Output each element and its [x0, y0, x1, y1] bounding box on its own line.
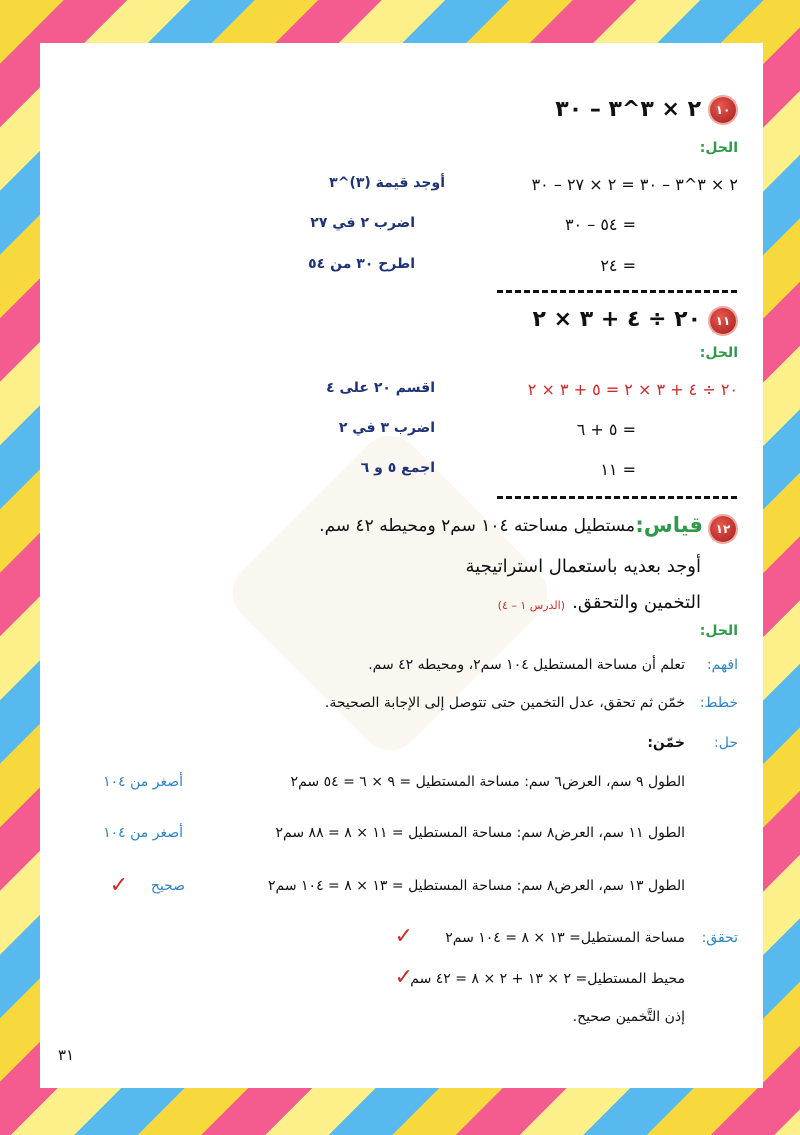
q10-step3-hint: اطرح ٣٠ من ٥٤: [308, 256, 415, 272]
question-10-badge: ١٠: [710, 97, 736, 123]
guess-1: الطول ٩ سم، العرض٦ سم: مساحة المستطيل = ٩ × ٦ = ٥٤ سم٢: [290, 774, 685, 790]
q12-line3: التخمين والتحقق.: [572, 592, 701, 613]
q10-step1: ٢ × ٣^٣ – ٣٠ = ٢ × ٢٧ – ٣٠: [531, 175, 738, 194]
q12-lesson-ref: (الدرس ١ – ٤): [497, 599, 565, 612]
q10-step3: = ٢٤: [600, 256, 636, 275]
q11-step2-hint: اضرب ٣ في ٢: [338, 420, 435, 436]
worksheet-page: [40, 43, 763, 1088]
q11-step1-hint: اقسم ٢٠ على ٤: [326, 380, 435, 396]
understand-label: افهم:: [706, 657, 738, 673]
guess-3-result: صحيح: [150, 878, 185, 894]
plan-label: خطط:: [699, 695, 738, 711]
q12-line1: مستطيل مساحته ١٠٤ سم٢ ومحيطه ٤٢ سم.: [319, 516, 635, 536]
plan-text: خمّن ثم تحقق، عدل التخمين حتى تتوصل إلى الإجابة الصحيحة.: [324, 695, 685, 711]
q12-title: قياس:: [635, 513, 703, 537]
question-11-badge: ١١: [710, 308, 736, 334]
divider-1: [497, 290, 737, 293]
q12-solution-label: الحل:: [699, 623, 738, 639]
guess-2: الطول ١١ سم، العرض٨ سم: مساحة المستطيل = ١١ × ٨ = ٨٨ سم٢: [275, 825, 685, 841]
q10-step2-hint: اضرب ٢ في ٢٧: [310, 215, 415, 231]
solve-label: حل:: [714, 735, 738, 751]
check-mark-icon: ✓: [394, 965, 413, 990]
q11-step3: = ١١: [600, 460, 636, 479]
question-10-expression: ٢ × ٣^٣ – ٣٠: [555, 97, 701, 122]
page-number: ٣١: [58, 1046, 75, 1064]
understand-text: تعلم أن مساحة المستطيل ١٠٤ سم٢، ومحيطه ٤٢ سم.: [368, 657, 685, 673]
q10-step1-hint: أوجد قيمة (٣)^٣: [329, 175, 445, 191]
divider-2: [497, 496, 737, 499]
check-mark-icon: ✓: [394, 924, 413, 949]
guess-label: خمّن:: [647, 735, 685, 751]
conclusion: إذن التَّخمين صحيح.: [572, 1009, 685, 1025]
guess-1-result: أصغر من ١٠٤: [103, 774, 183, 790]
question-11-expression: ٢٠ ÷ ٤ + ٣ × ٢: [532, 307, 701, 332]
question-12-badge: ١٢: [710, 516, 736, 542]
q11-step1: ٢٠ ÷ ٤ + ٣ × ٢ = ٥ + ٣ × ٢: [527, 380, 738, 399]
q11-step3-hint: اجمع ٥ و ٦: [360, 460, 435, 476]
check-1: مساحة المستطيل= ١٣ × ٨ = ١٠٤ سم٢: [445, 930, 685, 946]
guess-3: الطول ١٣ سم، العرض٨ سم: مساحة المستطيل = ١٣ × ٨ = ١٠٤ سم٢: [268, 878, 685, 894]
q11-solution-label: الحل:: [699, 345, 738, 361]
q10-step2: = ٥٤ – ٣٠: [564, 215, 636, 234]
check-mark-icon: ✓: [109, 873, 128, 898]
check-2: محيط المستطيل= ٢ × ١٣ + ٢ × ٨ = ٤٢ سم: [410, 971, 685, 987]
q11-step2: = ٥ + ٦: [576, 420, 636, 439]
guess-2-result: أصغر من ١٠٤: [103, 825, 183, 841]
q12-line2: أوجد بعديه باستعمال استراتيجية: [465, 556, 701, 577]
q10-solution-label: الحل:: [699, 140, 738, 156]
check-label: تحقق:: [701, 930, 738, 946]
